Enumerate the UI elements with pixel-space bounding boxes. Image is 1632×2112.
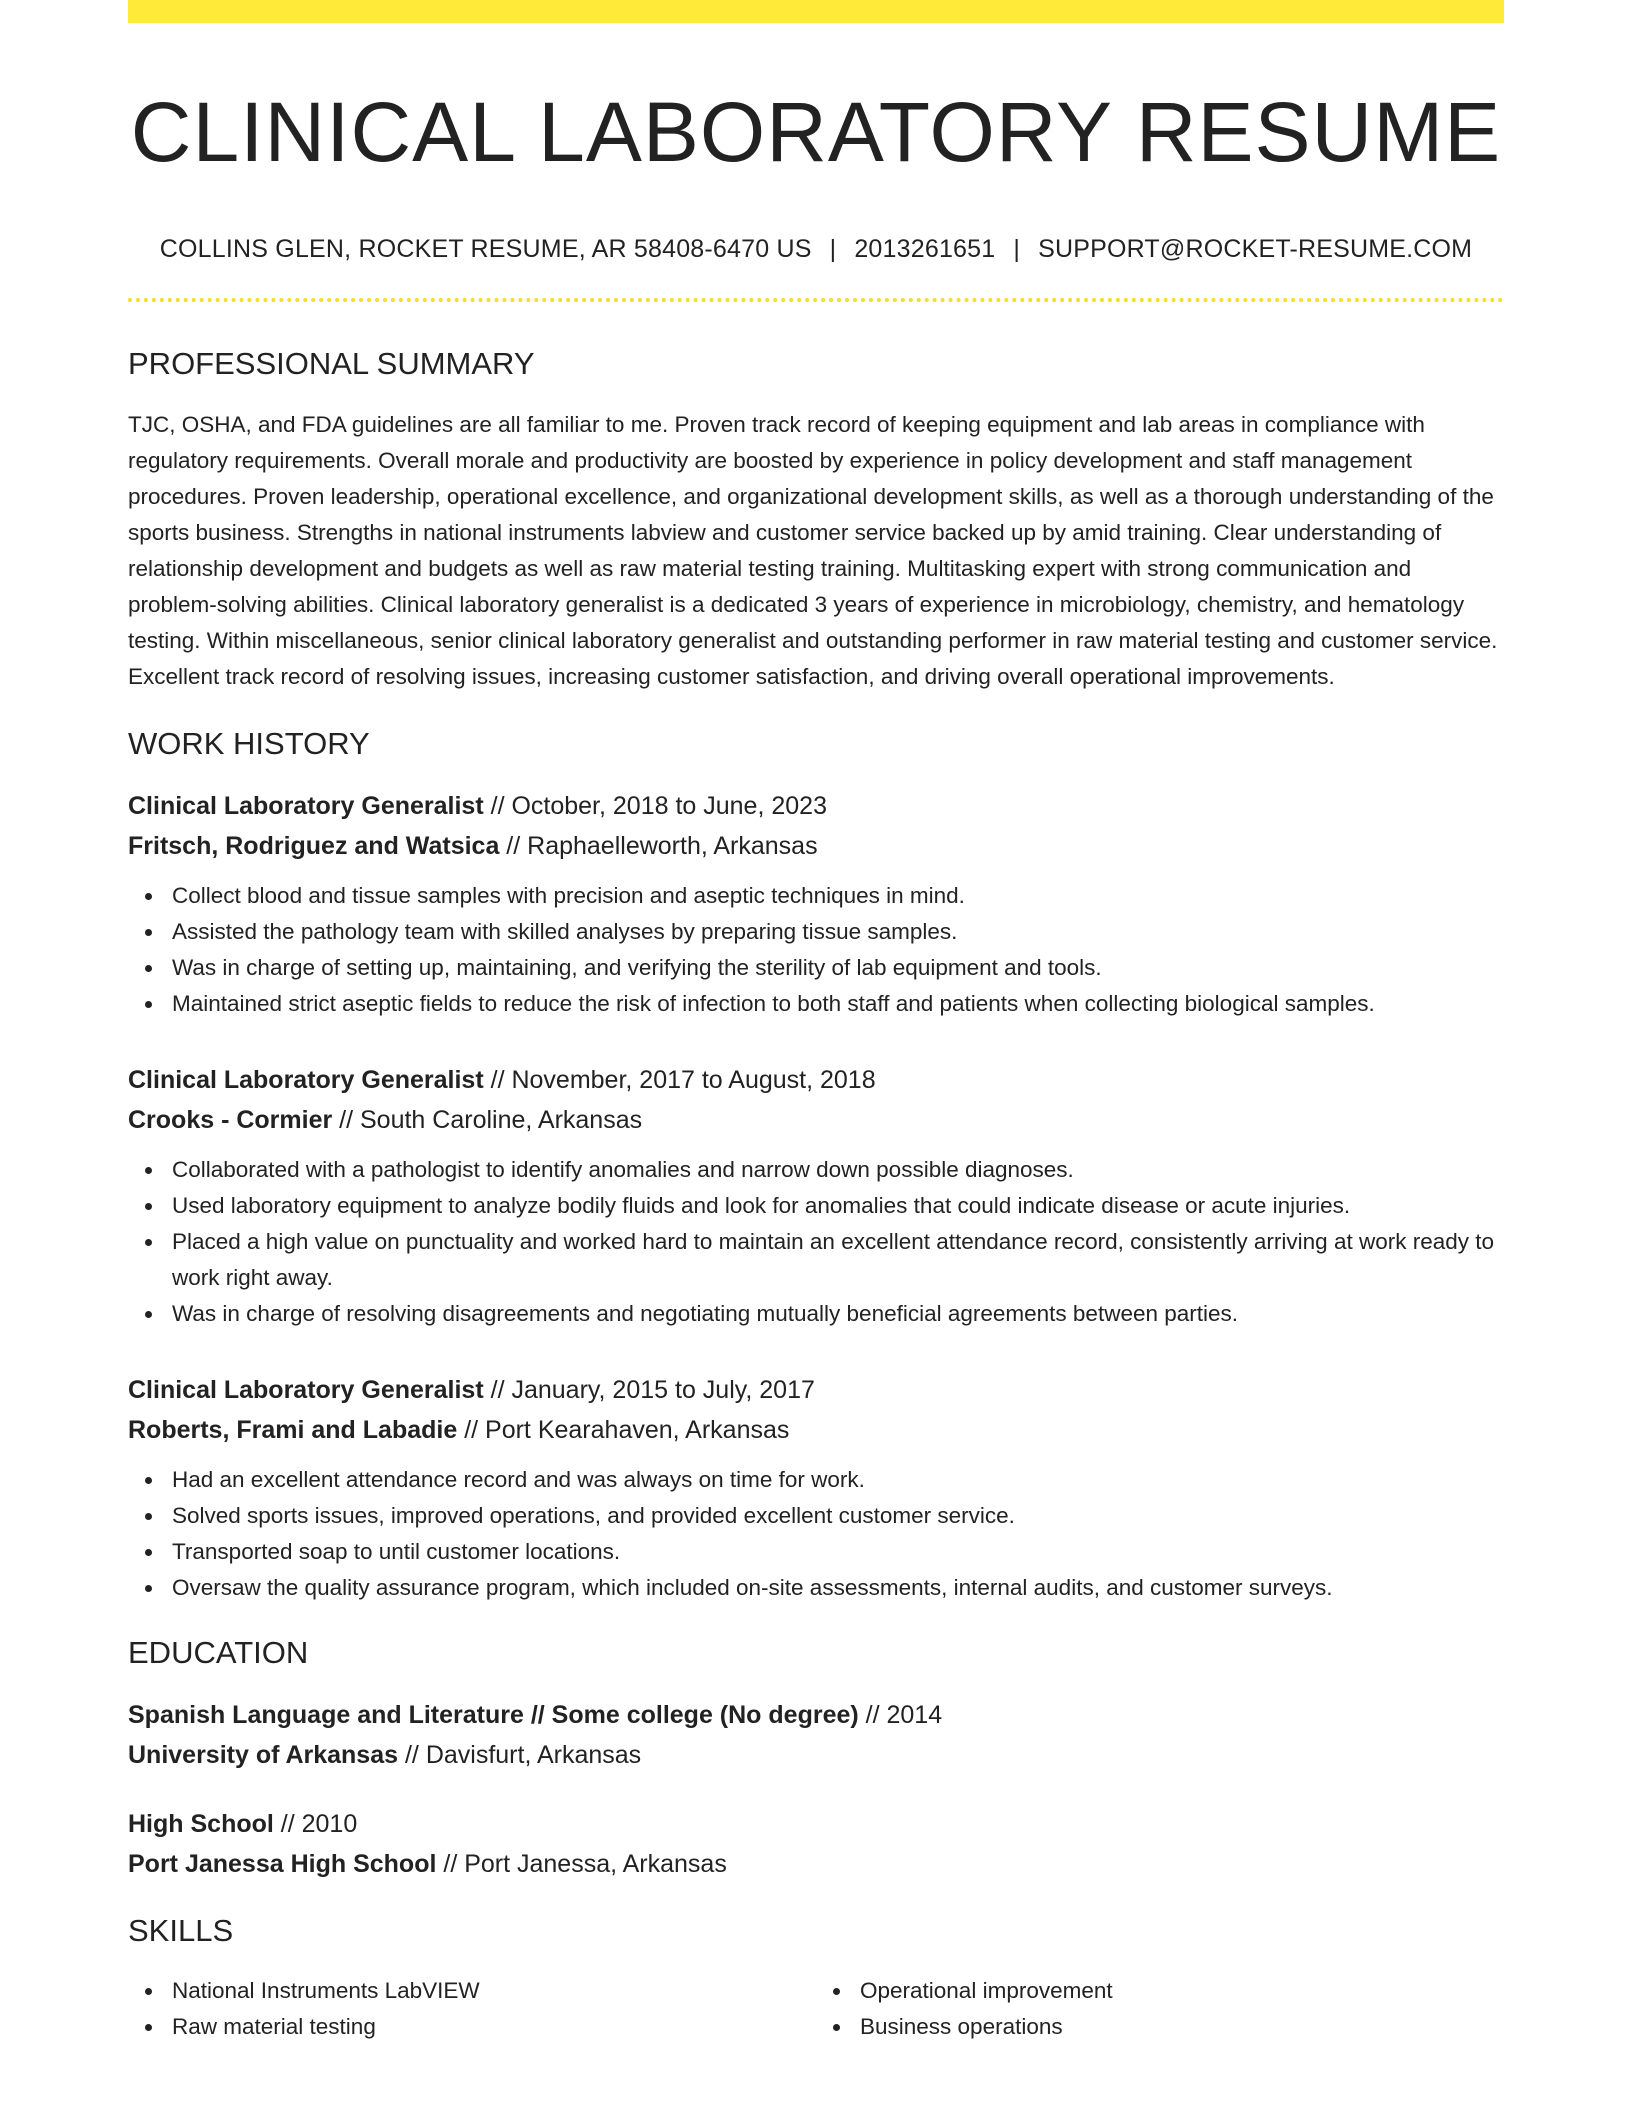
job-title-line <box>128 786 1504 826</box>
resume-page <box>128 0 1504 2045</box>
education-school-line <box>128 1844 1504 1884</box>
resume-title: CLINICAL LABORATORY RESUME <box>130 85 1502 179</box>
job-dates: // October, 2018 to June, 2023 <box>483 791 827 820</box>
education-location: // Port Janessa, Arkansas <box>436 1849 727 1878</box>
summary-text: TJC, OSHA, and FDA guidelines are all familiar to me. Proven track record of keeping equipment and lab areas in compliance with regulatory requirements. Overall morale and productivity are boosted by experience in policy development and staff management procedures. Proven leadership, operational excellence, and organizational development skills, as well as a thorough understanding of the sports business. Strengths in national instruments labview and customer service backed up by amid training. Clear understanding of relationship development and budgets as well as raw material testing training. Multitasking expert with strong communication and problem-solving abilities. Clinical laboratory generalist is a dedicated 3 years of experience in microbiology, chemistry, and hematology testing. Within miscellaneous, senior clinical laboratory generalist and outstanding performer in raw material testing and customer service. Excellent track record of resolving issues, increasing customer satisfaction, and driving overall operational improvements. <box>128 411 1498 689</box>
skill-item: Business operations <box>860 2009 1504 2045</box>
job-bullet: Had an excellent attendance record and was always on time for work. <box>172 1462 1504 1498</box>
skill-item: Raw material testing <box>172 2009 816 2045</box>
skills-column-right <box>816 1973 1504 2045</box>
education-school: University of Arkansas <box>128 1740 399 1769</box>
education-year: // 2010 <box>273 1809 358 1838</box>
contact-email: SUPPORT@ROCKET-RESUME.COM <box>1038 235 1473 264</box>
job-title: Clinical Laboratory Generalist <box>128 1065 484 1094</box>
job-location: // Raphaelleworth, Arkansas <box>499 831 818 860</box>
contact-address: COLLINS GLEN, ROCKET RESUME, AR 58408-6470 US <box>159 235 812 264</box>
contact-separator: | <box>1013 235 1021 264</box>
job-bullet: Collect blood and tissue samples with precision and aseptic techniques in mind. <box>172 878 1504 914</box>
skill-item: National Instruments LabVIEW <box>172 1973 816 2009</box>
section-heading-education: EDUCATION <box>128 1634 309 1670</box>
job-entry <box>128 1060 1504 1332</box>
education-year: // 2014 <box>858 1700 943 1729</box>
section-heading-summary: PROFESSIONAL SUMMARY <box>128 346 535 382</box>
job-bullet: Was in charge of setting up, maintaining, and verifying the sterility of lab equipment and tools. <box>172 950 1504 986</box>
education-degree: Spanish Language and Literature // Some college (No degree) <box>128 1700 859 1729</box>
job-bullet: Collaborated with a pathologist to identify anomalies and narrow down possible diagnoses. <box>172 1152 1504 1188</box>
dotted-divider <box>128 298 1504 302</box>
job-title: Clinical Laboratory Generalist <box>128 1375 484 1404</box>
job-bullet: Oversaw the quality assurance program, which included on-site assessments, internal audits, and customer surveys. <box>172 1570 1504 1606</box>
job-bullets <box>128 878 1504 1022</box>
job-company-line <box>128 1100 1504 1140</box>
education-entry <box>128 1804 1504 1884</box>
job-dates: // November, 2017 to August, 2018 <box>483 1065 876 1094</box>
job-bullet: Was in charge of resolving disagreements and negotiating mutually beneficial agreements between parties. <box>172 1296 1504 1332</box>
job-entry <box>128 1370 1504 1606</box>
job-company-line <box>128 1410 1504 1450</box>
job-entry <box>128 786 1504 1022</box>
job-company: Fritsch, Rodriguez and Watsica <box>128 831 500 860</box>
job-bullet: Placed a high value on punctuality and worked hard to maintain an excellent attendance record, consistently arriving at work ready to work right away. <box>172 1224 1504 1296</box>
job-title-line <box>128 1370 1504 1410</box>
education-degree-line <box>128 1695 1504 1735</box>
job-company: Roberts, Frami and Labadie <box>128 1415 458 1444</box>
job-bullet: Assisted the pathology team with skilled analyses by preparing tissue samples. <box>172 914 1504 950</box>
job-company-line <box>128 826 1504 866</box>
contact-separator: | <box>829 235 837 264</box>
education-location: // Davisfurt, Arkansas <box>398 1740 642 1769</box>
job-title: Clinical Laboratory Generalist <box>128 791 484 820</box>
contact-line <box>128 234 1504 264</box>
job-bullets <box>128 1462 1504 1606</box>
job-location: // Port Kearahaven, Arkansas <box>457 1415 790 1444</box>
skills-columns <box>128 1973 1504 2045</box>
section-heading-skills: SKILLS <box>128 1912 234 1948</box>
education-degree-line <box>128 1804 1504 1844</box>
education-degree: High School <box>128 1809 274 1838</box>
job-bullet: Used laboratory equipment to analyze bodily fluids and look for anomalies that could indicate disease or acute injuries. <box>172 1188 1504 1224</box>
education-school: Port Janessa High School <box>128 1849 437 1878</box>
job-bullet: Transported soap to until customer locations. <box>172 1534 1504 1570</box>
skill-item: Operational improvement <box>860 1973 1504 2009</box>
top-accent-bar <box>128 0 1504 23</box>
job-title-line <box>128 1060 1504 1100</box>
job-bullets <box>128 1152 1504 1332</box>
contact-phone: 2013261651 <box>854 235 996 264</box>
education-entry <box>128 1695 1504 1775</box>
job-bullet: Solved sports issues, improved operations, and provided excellent customer service. <box>172 1498 1504 1534</box>
section-heading-work-history: WORK HISTORY <box>128 725 370 761</box>
skills-column-left <box>128 1973 816 2045</box>
job-company: Crooks - Cormier <box>128 1105 333 1134</box>
job-location: // South Caroline, Arkansas <box>332 1105 643 1134</box>
education-school-line <box>128 1735 1504 1775</box>
job-dates: // January, 2015 to July, 2017 <box>483 1375 815 1404</box>
job-bullet: Maintained strict aseptic fields to reduce the risk of infection to both staff and patients when collecting biological samples. <box>172 986 1504 1022</box>
